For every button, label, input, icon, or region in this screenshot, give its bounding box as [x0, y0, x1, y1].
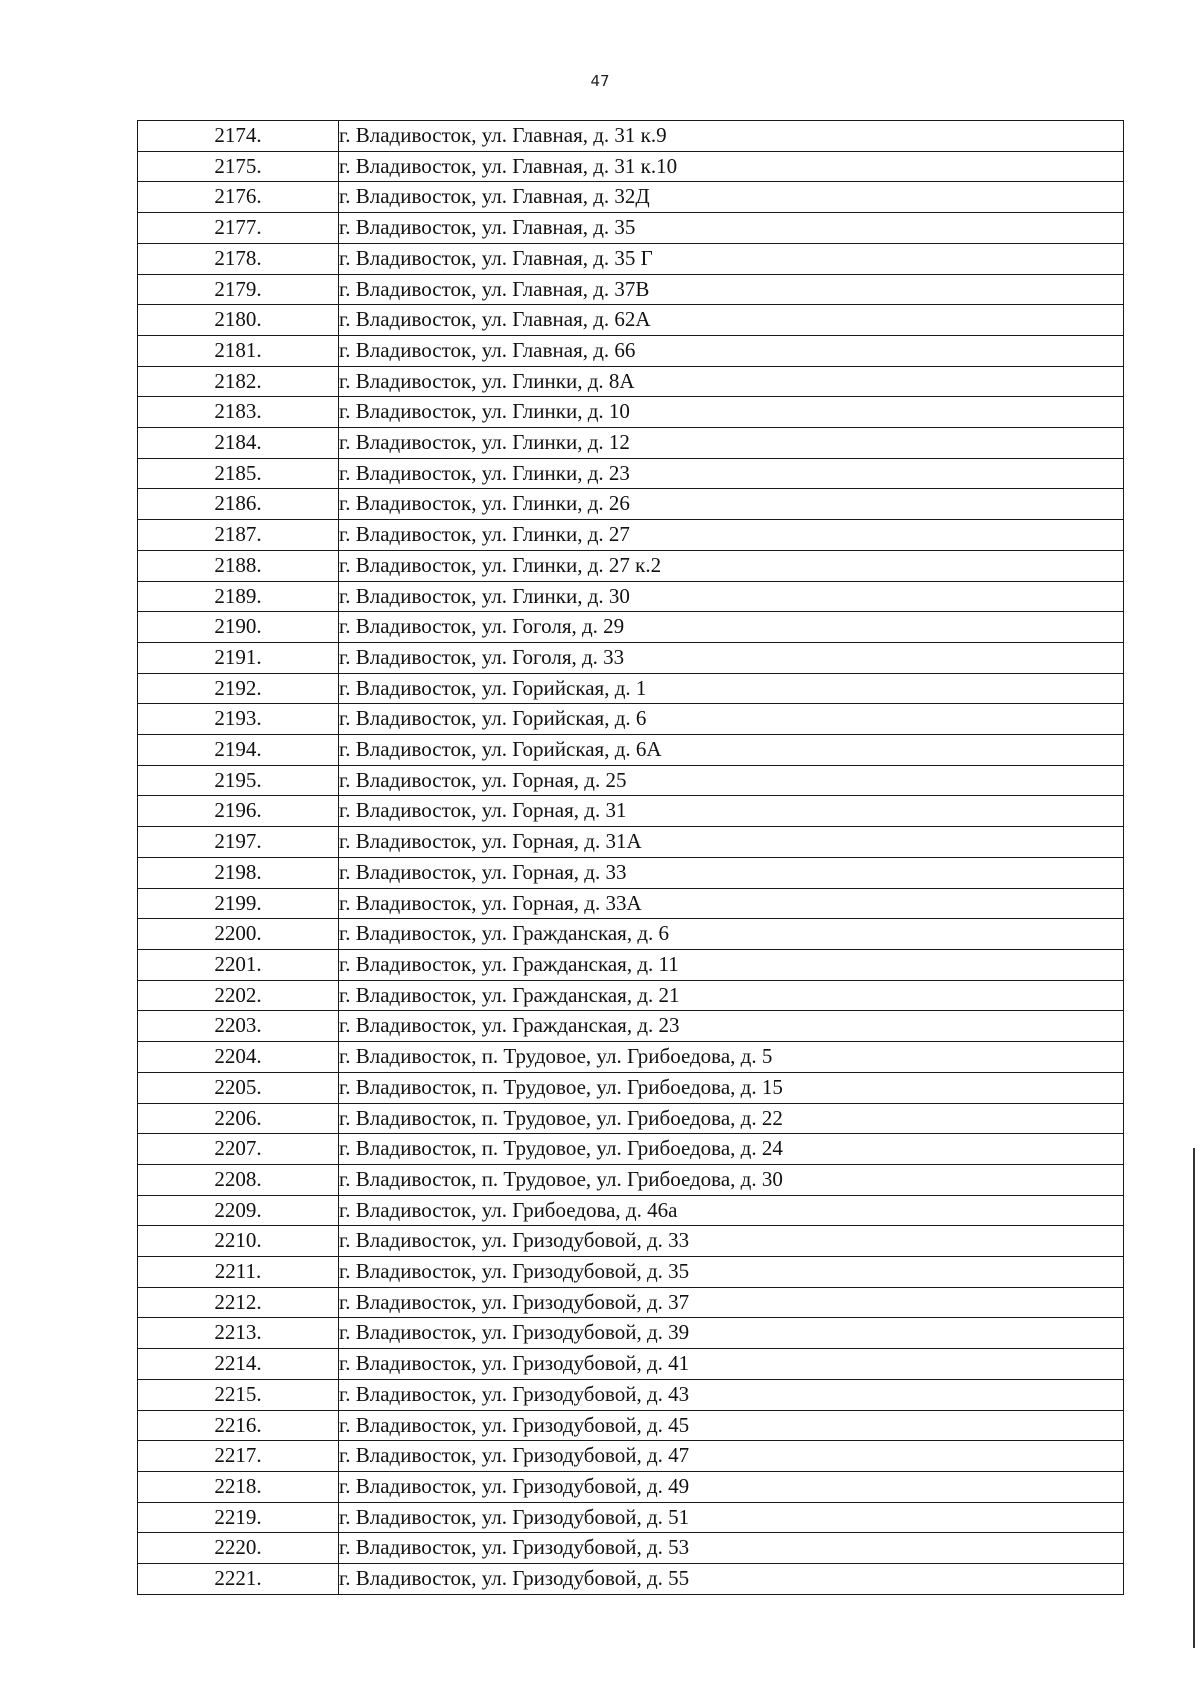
address-cell: г. Владивосток, п. Трудовое, ул. Грибоедова, д. 22 — [339, 1103, 1124, 1134]
scan-edge-line — [1193, 1148, 1195, 1648]
address-cell: г. Владивосток, ул. Горийская, д. 6 — [339, 704, 1124, 735]
address-cell: г. Владивосток, ул. Горная, д. 31А — [339, 827, 1124, 858]
address-cell: г. Владивосток, ул. Глинки, д. 27 к.2 — [339, 550, 1124, 581]
row-number: 2182. — [138, 366, 339, 397]
address-cell: г. Владивосток, ул. Горийская, д. 6А — [339, 735, 1124, 766]
address-cell: г. Владивосток, ул. Гризодубовой, д. 55 — [339, 1564, 1124, 1595]
table-row — [138, 642, 1124, 673]
table-row — [138, 1564, 1124, 1595]
row-number: 2203. — [138, 1011, 339, 1042]
table-row — [138, 765, 1124, 796]
row-number: 2205. — [138, 1072, 339, 1103]
table-row — [138, 1257, 1124, 1288]
table-row — [138, 397, 1124, 428]
table-row — [138, 1410, 1124, 1441]
row-number: 2210. — [138, 1226, 339, 1257]
table-row — [138, 704, 1124, 735]
row-number: 2196. — [138, 796, 339, 827]
table-row — [138, 428, 1124, 459]
row-number: 2221. — [138, 1564, 339, 1595]
row-number: 2190. — [138, 612, 339, 643]
row-number: 2197. — [138, 827, 339, 858]
address-cell: г. Владивосток, ул. Глинки, д. 10 — [339, 397, 1124, 428]
table-row — [138, 1349, 1124, 1380]
table-row — [138, 1072, 1124, 1103]
address-cell: г. Владивосток, ул. Гражданская, д. 23 — [339, 1011, 1124, 1042]
address-cell: г. Владивосток, ул. Главная, д. 31 к.10 — [339, 151, 1124, 182]
table-row — [138, 1502, 1124, 1533]
row-number: 2199. — [138, 888, 339, 919]
row-number: 2206. — [138, 1103, 339, 1134]
table-row — [138, 243, 1124, 274]
table-row — [138, 335, 1124, 366]
row-number: 2187. — [138, 520, 339, 551]
table-row — [138, 274, 1124, 305]
address-cell: г. Владивосток, ул. Главная, д. 31 к.9 — [339, 121, 1124, 152]
address-cell: г. Владивосток, ул. Главная, д. 37В — [339, 274, 1124, 305]
row-number: 2181. — [138, 335, 339, 366]
row-number: 2185. — [138, 458, 339, 489]
address-cell: г. Владивосток, ул. Гризодубовой, д. 41 — [339, 1349, 1124, 1380]
table-row — [138, 1011, 1124, 1042]
table-row — [138, 1226, 1124, 1257]
row-number: 2212. — [138, 1287, 339, 1318]
table-row — [138, 857, 1124, 888]
row-number: 2178. — [138, 243, 339, 274]
row-number: 2184. — [138, 428, 339, 459]
row-number: 2211. — [138, 1257, 339, 1288]
table-row — [138, 1471, 1124, 1502]
address-table-body — [138, 121, 1124, 1595]
address-cell: г. Владивосток, п. Трудовое, ул. Грибоедова, д. 5 — [339, 1042, 1124, 1073]
row-number: 2193. — [138, 704, 339, 735]
row-number: 2215. — [138, 1379, 339, 1410]
table-row — [138, 151, 1124, 182]
row-number: 2183. — [138, 397, 339, 428]
address-cell: г. Владивосток, ул. Главная, д. 32Д — [339, 182, 1124, 213]
address-cell: г. Владивосток, ул. Гражданская, д. 6 — [339, 919, 1124, 950]
address-cell: г. Владивосток, ул. Главная, д. 62А — [339, 305, 1124, 336]
row-number: 2189. — [138, 581, 339, 612]
table-row — [138, 1379, 1124, 1410]
table-row — [138, 1441, 1124, 1472]
row-number: 2213. — [138, 1318, 339, 1349]
address-cell: г. Владивосток, ул. Глинки, д. 23 — [339, 458, 1124, 489]
address-cell: г. Владивосток, ул. Горная, д. 33А — [339, 888, 1124, 919]
address-cell: г. Владивосток, ул. Горная, д. 31 — [339, 796, 1124, 827]
address-cell: г. Владивосток, ул. Глинки, д. 12 — [339, 428, 1124, 459]
address-cell: г. Владивосток, п. Трудовое, ул. Грибоедова, д. 30 — [339, 1164, 1124, 1195]
table-row — [138, 1287, 1124, 1318]
address-table — [137, 120, 1124, 1595]
table-row — [138, 949, 1124, 980]
table-row — [138, 888, 1124, 919]
row-number: 2207. — [138, 1134, 339, 1165]
table-row — [138, 1103, 1124, 1134]
address-cell: г. Владивосток, ул. Гризодубовой, д. 39 — [339, 1318, 1124, 1349]
row-number: 2188. — [138, 550, 339, 581]
row-number: 2208. — [138, 1164, 339, 1195]
address-cell: г. Владивосток, ул. Глинки, д. 26 — [339, 489, 1124, 520]
address-cell: г. Владивосток, ул. Глинки, д. 8А — [339, 366, 1124, 397]
row-number: 2194. — [138, 735, 339, 766]
table-row — [138, 1195, 1124, 1226]
row-number: 2216. — [138, 1410, 339, 1441]
address-cell: г. Владивосток, ул. Грибоедова, д. 46а — [339, 1195, 1124, 1226]
row-number: 2177. — [138, 213, 339, 244]
row-number: 2214. — [138, 1349, 339, 1380]
table-row — [138, 796, 1124, 827]
address-cell: г. Владивосток, ул. Гоголя, д. 33 — [339, 642, 1124, 673]
address-cell: г. Владивосток, ул. Гризодубовой, д. 51 — [339, 1502, 1124, 1533]
row-number: 2202. — [138, 980, 339, 1011]
address-cell: г. Владивосток, ул. Главная, д. 35 — [339, 213, 1124, 244]
row-number: 2186. — [138, 489, 339, 520]
address-cell: г. Владивосток, ул. Горийская, д. 1 — [339, 673, 1124, 704]
table-row — [138, 827, 1124, 858]
address-cell: г. Владивосток, ул. Гризодубовой, д. 33 — [339, 1226, 1124, 1257]
page-number: 47 — [590, 72, 610, 90]
table-row — [138, 366, 1124, 397]
table-row — [138, 919, 1124, 950]
table-row — [138, 1533, 1124, 1564]
row-number: 2192. — [138, 673, 339, 704]
table-row — [138, 673, 1124, 704]
table-row — [138, 489, 1124, 520]
table-row — [138, 1042, 1124, 1073]
table-row — [138, 121, 1124, 152]
table-row — [138, 735, 1124, 766]
address-cell: г. Владивосток, ул. Глинки, д. 27 — [339, 520, 1124, 551]
row-number: 2198. — [138, 857, 339, 888]
row-number: 2180. — [138, 305, 339, 336]
address-cell: г. Владивосток, ул. Горная, д. 25 — [339, 765, 1124, 796]
address-cell: г. Владивосток, ул. Гоголя, д. 29 — [339, 612, 1124, 643]
row-number: 2200. — [138, 919, 339, 950]
address-cell: г. Владивосток, ул. Главная, д. 66 — [339, 335, 1124, 366]
address-cell: г. Владивосток, ул. Горная, д. 33 — [339, 857, 1124, 888]
address-cell: г. Владивосток, п. Трудовое, ул. Грибоедова, д. 24 — [339, 1134, 1124, 1165]
table-row — [138, 520, 1124, 551]
address-cell: г. Владивосток, ул. Глинки, д. 30 — [339, 581, 1124, 612]
row-number: 2191. — [138, 642, 339, 673]
row-number: 2219. — [138, 1502, 339, 1533]
row-number: 2209. — [138, 1195, 339, 1226]
address-cell: г. Владивосток, ул. Гризодубовой, д. 35 — [339, 1257, 1124, 1288]
row-number: 2201. — [138, 949, 339, 980]
address-cell: г. Владивосток, ул. Гражданская, д. 11 — [339, 949, 1124, 980]
table-row — [138, 1164, 1124, 1195]
row-number: 2204. — [138, 1042, 339, 1073]
address-cell: г. Владивосток, ул. Гризодубовой, д. 47 — [339, 1441, 1124, 1472]
table-row — [138, 980, 1124, 1011]
table-row — [138, 581, 1124, 612]
row-number: 2174. — [138, 121, 339, 152]
row-number: 2175. — [138, 151, 339, 182]
table-row — [138, 305, 1124, 336]
table-row — [138, 458, 1124, 489]
address-cell: г. Владивосток, ул. Гражданская, д. 21 — [339, 980, 1124, 1011]
address-cell: г. Владивосток, ул. Гризодубовой, д. 45 — [339, 1410, 1124, 1441]
address-cell: г. Владивосток, ул. Гризодубовой, д. 43 — [339, 1379, 1124, 1410]
table-row — [138, 612, 1124, 643]
row-number: 2220. — [138, 1533, 339, 1564]
row-number: 2218. — [138, 1471, 339, 1502]
address-cell: г. Владивосток, ул. Главная, д. 35 Г — [339, 243, 1124, 274]
table-row — [138, 1318, 1124, 1349]
address-cell: г. Владивосток, п. Трудовое, ул. Грибоедова, д. 15 — [339, 1072, 1124, 1103]
address-cell: г. Владивосток, ул. Гризодубовой, д. 53 — [339, 1533, 1124, 1564]
row-number: 2176. — [138, 182, 339, 213]
table-row — [138, 182, 1124, 213]
table-row — [138, 1134, 1124, 1165]
address-cell: г. Владивосток, ул. Гризодубовой, д. 49 — [339, 1471, 1124, 1502]
table-row — [138, 550, 1124, 581]
address-cell: г. Владивосток, ул. Гризодубовой, д. 37 — [339, 1287, 1124, 1318]
row-number: 2195. — [138, 765, 339, 796]
table-row — [138, 213, 1124, 244]
row-number: 2179. — [138, 274, 339, 305]
row-number: 2217. — [138, 1441, 339, 1472]
